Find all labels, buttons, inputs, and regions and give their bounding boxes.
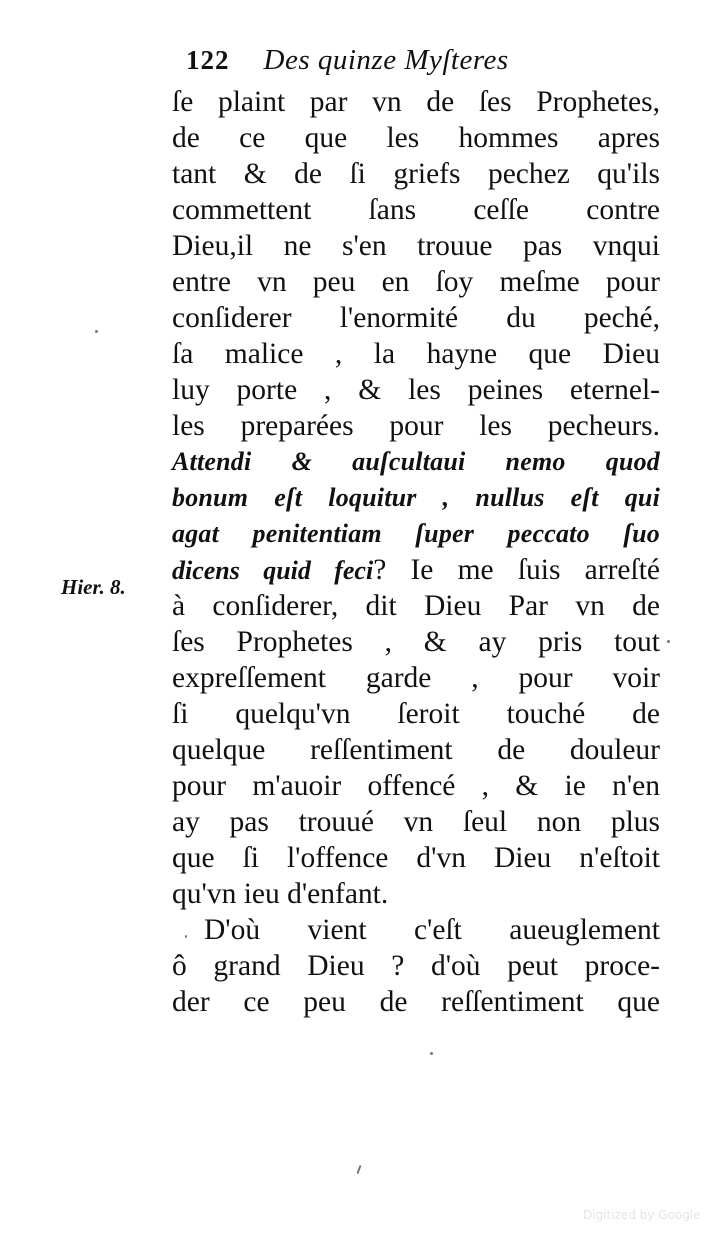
text-line: les preparées pour les pecheurs. bbox=[172, 410, 660, 442]
ink-speck bbox=[357, 1165, 362, 1174]
text-line: ſe plaint par vn de ſes Prophetes, bbox=[172, 86, 660, 118]
text-line: entre vn peu en ſoy meſme pour bbox=[172, 266, 660, 298]
text-line: que ſi l'offence d'vn Dieu n'eſtoit bbox=[172, 842, 660, 874]
margin-citation: Hier. 8. bbox=[61, 575, 126, 599]
text-line: ſes Prophetes , & ay pris tout bbox=[172, 626, 660, 658]
text-line: pour m'auoir offencé , & ie n'en bbox=[172, 770, 660, 802]
text-line: ay pas trouué vn ſeul non plus bbox=[172, 806, 660, 838]
ink-speck bbox=[667, 640, 670, 643]
latin-quote-line: bonum eſt loquitur , nullus eſt qui bbox=[172, 483, 660, 512]
paragraph-start-line: D'où vient c'eſt aueuglement bbox=[204, 914, 660, 946]
text-line: conſiderer l'enormité du peché, bbox=[172, 302, 660, 334]
text-line: expreſſement garde , pour voir bbox=[172, 662, 660, 694]
text-line: ô grand Dieu ? d'où peut proce- bbox=[172, 950, 660, 982]
text-line: qu'vn ieu d'enfant. bbox=[172, 878, 389, 910]
latin-quote-line: Attendi & auſcultaui nemo quod bbox=[172, 447, 660, 476]
text-line: de ce que les hommes apres bbox=[172, 122, 660, 154]
running-title: Des quinze Myſteres bbox=[263, 44, 509, 76]
page-header bbox=[186, 44, 646, 84]
text-line: luy porte , & les peines eternel- bbox=[172, 374, 660, 406]
text-line: commettent ſans ceſſe contre bbox=[172, 194, 660, 226]
latin-quote-end: dicens quid feci bbox=[172, 556, 374, 585]
text-fragment: ? Ie me ſuis arreſté bbox=[373, 554, 660, 586]
text-line: tant & de ſi griefs pechez qu'ils bbox=[172, 158, 660, 190]
text-line: der ce peu de reſſentiment que bbox=[172, 986, 660, 1018]
digitization-watermark: Digitized by Google bbox=[583, 1208, 701, 1222]
page-number: 122 bbox=[186, 45, 230, 75]
text-line: Dieu,il ne s'en trouue pas vnqui bbox=[172, 230, 660, 262]
ink-speck bbox=[430, 1052, 433, 1055]
ink-speck bbox=[185, 935, 187, 938]
mixed-line bbox=[172, 552, 660, 588]
body-text bbox=[172, 84, 660, 1020]
text-line: à conſiderer, dit Dieu Par vn de bbox=[172, 590, 660, 622]
latin-quote-line: agat penitentiam ſuper peccato ſuo bbox=[172, 519, 660, 548]
text-line: ſi quelqu'vn ſeroit touché de bbox=[172, 698, 660, 730]
text-line: ſa malice , la hayne que Dieu bbox=[172, 338, 660, 370]
text-line: quelque reſſentiment de douleur bbox=[172, 734, 660, 766]
ink-speck bbox=[95, 330, 98, 333]
